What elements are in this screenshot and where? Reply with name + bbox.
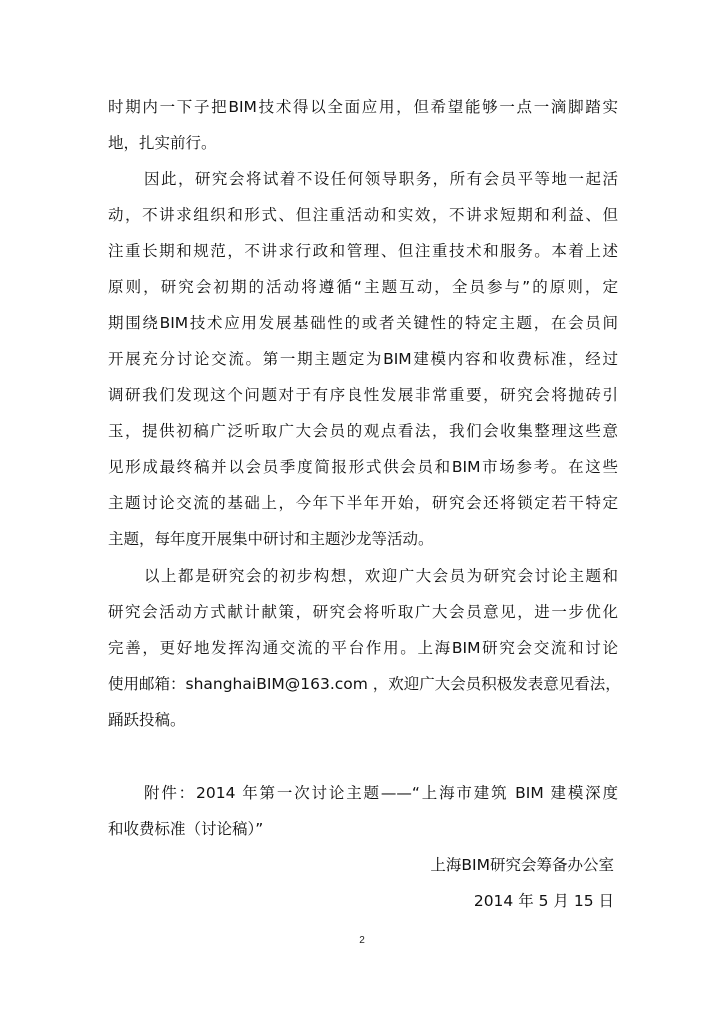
text-line: 期围绕BIM技术应用发展基础性的或者关键性的特定主题，在会员间 <box>108 314 618 332</box>
text-line: 开展充分讨论交流。第一期主题定为BIM建模内容和收费标准，经过 <box>108 350 618 368</box>
text-line: 完善，更好地发挥沟通交流的平台作用。上海BIM研究会交流和讨论 <box>108 639 618 657</box>
text-line: 注重长期和规范，不讲求行政和管理、但注重技术和服务。本着上述 <box>108 242 618 260</box>
text-line: 原则，研究会初期的活动将遵循“主题互动，全员参与”的原则，定 <box>108 278 618 296</box>
text-line: 地，扎实前行。 <box>108 134 217 152</box>
text-line: 附件：2014 年第一次讨论主题——“上海市建筑 BIM 建模深度 <box>144 784 618 802</box>
text-line: 主题，每年度开展集中研讨和主题沙龙等活动。 <box>108 530 434 548</box>
text-line: 以上都是研究会的初步构想，欢迎广大会员为研究会讨论主题和 <box>144 567 618 585</box>
text-line: 动，不讲求组织和形式、但注重活动和实效，不讲求短期和利益、但 <box>108 206 618 224</box>
text-line: 和收费标准（讨论稿）” <box>108 820 264 838</box>
text-line: 研究会活动方式献计献策，研究会将听取广大会员意见，进一步优化 <box>108 603 618 621</box>
signature-organization: 上海BIM研究会筹备办公室 <box>430 856 614 874</box>
text-line: 主题讨论交流的基础上，今年下半年开始，研究会还将锁定若干特定 <box>108 494 618 512</box>
text-line: 使用邮箱：shanghaiBIM@163.com ，欢迎广大会员积极发表意见看法， <box>108 675 621 693</box>
text-line: 调研我们发现这个问题对于有序良性发展非常重要，研究会将抛砖引 <box>108 386 618 404</box>
signature-date: 2014 年 5 月 15 日 <box>473 892 614 910</box>
text-line: 时期内一下子把BIM技术得以全面应用，但希望能够一点一滴脚踏实 <box>108 98 618 116</box>
page-number: 2 <box>359 935 365 946</box>
text-line: 见形成最终稿并以会员季度简报形式供会员和BIM市场参考。在这些 <box>108 458 618 476</box>
text-line: 玉，提供初稿广泛听取广大会员的观点看法，我们会收集整理这些意 <box>108 422 618 440</box>
text-line: 因此，研究会将试着不设任何领导职务，所有会员平等地一起活 <box>144 170 618 188</box>
text-line: 踊跃投稿。 <box>108 711 186 729</box>
